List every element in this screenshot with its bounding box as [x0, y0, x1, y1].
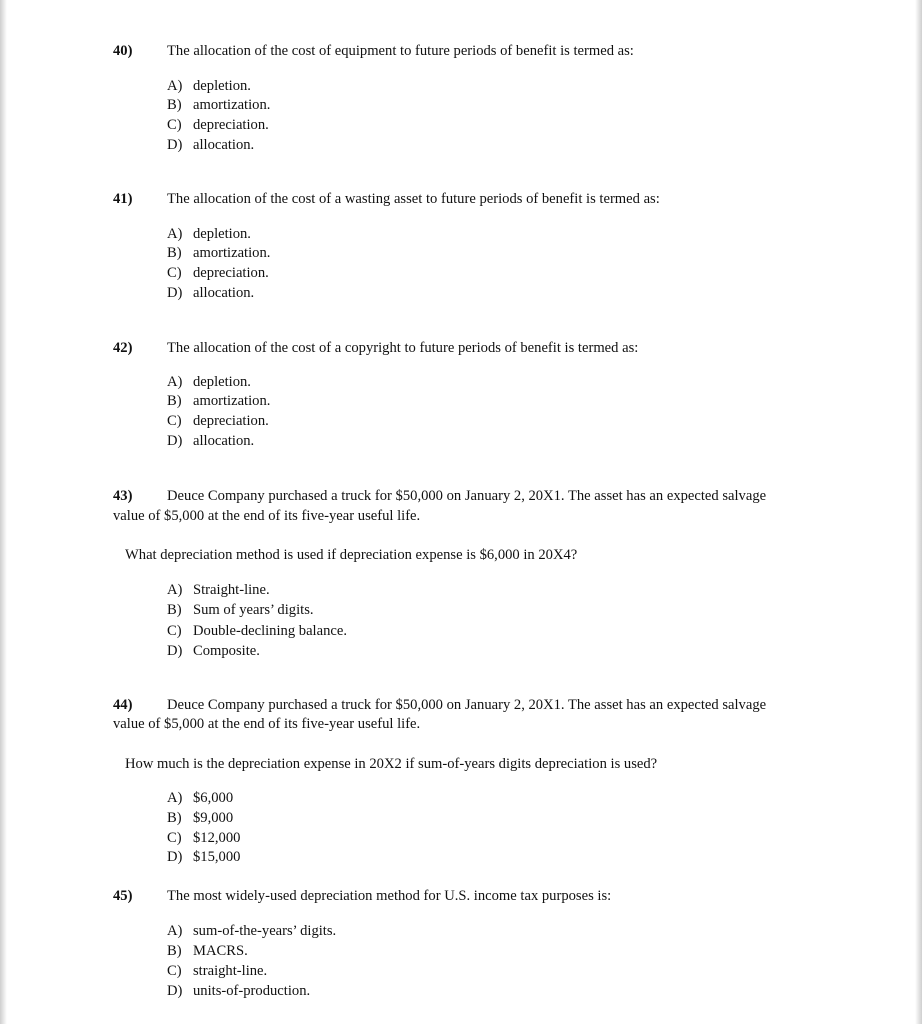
option-text: Straight-line.: [193, 582, 270, 598]
question-number: 45): [113, 888, 133, 904]
option-text: depreciation.: [193, 117, 269, 133]
question-text: The allocation of the cost of a copyright to future periods of benefit is termed as:: [167, 340, 639, 356]
answer-option: [167, 581, 270, 599]
answer-option: [167, 225, 251, 243]
question-text: The allocation of the cost of a wasting asset to future periods of benefit is termed as:: [167, 191, 660, 207]
answer-option: [167, 942, 248, 960]
answer-option: [167, 829, 240, 847]
option-letter: A): [167, 923, 183, 939]
option-text: depreciation.: [193, 413, 269, 429]
question-text: The most widely-used depreciation method for U.S. income tax purposes is:: [167, 888, 612, 904]
option-text: $6,000: [193, 790, 234, 806]
option-text: Composite.: [193, 643, 260, 659]
answer-option: [167, 642, 260, 660]
option-letter: B): [167, 393, 182, 409]
option-text: depreciation.: [193, 265, 269, 281]
question-number: 40): [113, 43, 133, 59]
question-text: The allocation of the cost of equipment to future periods of benefit is termed as:: [167, 43, 634, 59]
option-letter: B): [167, 245, 182, 261]
option-letter: C): [167, 265, 182, 281]
answer-option: [167, 392, 270, 410]
option-text: units-of-production.: [193, 983, 311, 999]
answer-option: [167, 96, 270, 114]
option-text: straight-line.: [193, 963, 268, 979]
answer-option: [167, 77, 251, 95]
option-text: Double-declining balance.: [193, 623, 347, 639]
answer-option: [167, 622, 347, 640]
question-text-line2: value of $5,000 at the end of its five-year useful life.: [113, 508, 421, 524]
option-letter: C): [167, 963, 182, 979]
answer-option: [167, 116, 269, 134]
option-letter: D): [167, 433, 183, 449]
option-letter: A): [167, 374, 183, 390]
option-letter: B): [167, 97, 182, 113]
option-letter: D): [167, 137, 183, 153]
question-prompt: How much is the depreciation expense in 20X2 if sum-of-years digits depreciation is used?: [125, 756, 658, 772]
option-text: Sum of years’ digits.: [193, 602, 314, 618]
option-letter: D): [167, 849, 183, 865]
option-letter: B): [167, 602, 182, 618]
answer-option: [167, 284, 254, 302]
question-text-line1: Deuce Company purchased a truck for $50,000 on January 2, 20X1. The asset has an expected salvage: [167, 488, 767, 504]
option-text: amortization.: [193, 245, 271, 261]
answer-option: [167, 789, 233, 807]
question-number: 43): [113, 488, 133, 504]
answer-option: [167, 962, 267, 980]
option-letter: B): [167, 943, 182, 959]
option-text: $12,000: [193, 830, 241, 846]
option-text: depletion.: [193, 374, 251, 390]
option-letter: A): [167, 582, 183, 598]
answer-option: [167, 848, 240, 866]
answer-option: [167, 244, 270, 262]
option-letter: B): [167, 810, 182, 826]
option-letter: C): [167, 413, 182, 429]
answer-option: [167, 601, 314, 619]
option-letter: C): [167, 623, 182, 639]
answer-option: [167, 982, 310, 1000]
question-number: 44): [113, 697, 133, 713]
option-letter: A): [167, 78, 183, 94]
option-text: allocation.: [193, 285, 255, 301]
option-text: allocation.: [193, 137, 255, 153]
option-letter: D): [167, 643, 183, 659]
question-number: 42): [113, 340, 133, 356]
question-text-line2: value of $5,000 at the end of its five-year useful life.: [113, 716, 421, 732]
answer-option: [167, 432, 254, 450]
option-text: $9,000: [193, 810, 234, 826]
option-text: depletion.: [193, 78, 251, 94]
answer-option: [167, 809, 233, 827]
option-text: sum-of-the-years’ digits.: [193, 923, 337, 939]
option-letter: A): [167, 790, 183, 806]
option-letter: C): [167, 830, 182, 846]
option-letter: C): [167, 117, 182, 133]
question-number: 41): [113, 191, 133, 207]
option-text: depletion.: [193, 226, 251, 242]
option-text: amortization.: [193, 97, 271, 113]
option-text: amortization.: [193, 393, 271, 409]
answer-option: [167, 136, 254, 154]
option-text: $15,000: [193, 849, 241, 865]
answer-option: [167, 264, 269, 282]
question-text-line1: Deuce Company purchased a truck for $50,000 on January 2, 20X1. The asset has an expected salvage: [167, 697, 767, 713]
option-text: allocation.: [193, 433, 255, 449]
question-prompt: What depreciation method is used if depreciation expense is $6,000 in 20X4?: [125, 547, 578, 563]
answer-option: [167, 373, 251, 391]
option-letter: D): [167, 285, 183, 301]
answer-option: [167, 412, 269, 430]
option-letter: D): [167, 983, 183, 999]
answer-option: [167, 922, 336, 940]
option-text: MACRS.: [193, 943, 248, 959]
option-letter: A): [167, 226, 183, 242]
